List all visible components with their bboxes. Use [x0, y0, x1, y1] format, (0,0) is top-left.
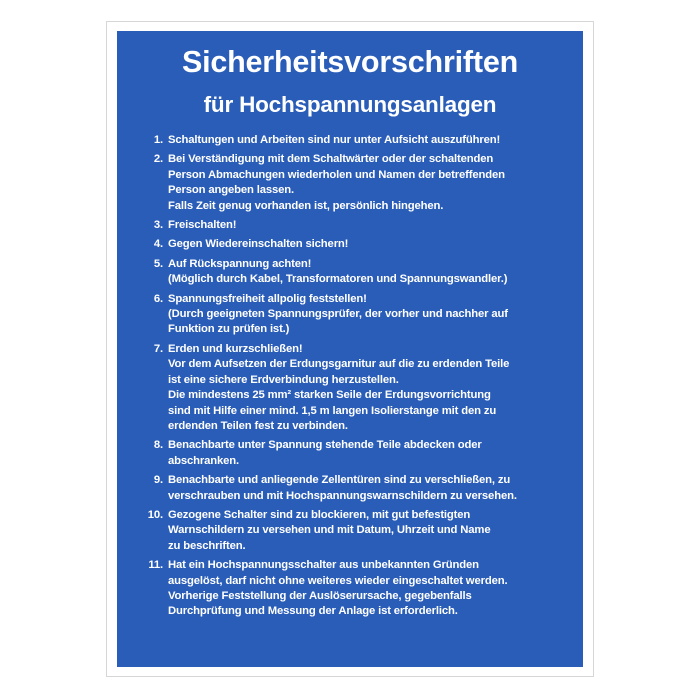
rule-line: sind mit Hilfe einer mind. 1,5 m langen Isolierstange mit den zu [168, 404, 497, 417]
rule-line: (Möglich durch Kabel, Transformatoren und Spannungswandler.) [168, 273, 508, 286]
rule-line: Freischalten! [168, 219, 237, 232]
rule-text [168, 508, 563, 554]
rule-item [137, 438, 563, 469]
rule-number: 6. [153, 292, 163, 305]
rule-item [137, 292, 563, 338]
rule-item [137, 152, 563, 214]
rule-line: Benachbarte unter Spannung stehende Teile abdecken oder [168, 439, 482, 452]
rule-number: 5. [153, 257, 163, 270]
rule-line: Bei Verständigung mit dem Schaltwärter oder der schaltenden [168, 153, 494, 166]
rule-text [168, 133, 563, 148]
rule-item [137, 342, 563, 434]
rule-text [168, 218, 563, 233]
rule-line: Vor dem Aufsetzen der Erdungsgarnitur auf die zu erdenden Teile [168, 358, 510, 371]
rule-text [168, 558, 563, 620]
rule-line: Vorherige Feststellung der Auslöserursache, gegebenfalls [168, 589, 472, 602]
rule-line: erdenden Teilen fest zu verbinden. [168, 419, 348, 432]
rule-line: Gezogene Schalter sind zu blockieren, mit gut befestigten [168, 508, 471, 521]
rule-number: 7. [153, 342, 163, 355]
rule-item [137, 508, 563, 554]
rule-text [168, 152, 563, 214]
rule-line: verschrauben und mit Hochspannungswarnschildern zu versehen. [168, 489, 517, 502]
rule-item [137, 133, 563, 148]
rule-line: Funktion zu prüfen ist.) [168, 323, 290, 336]
rule-line: Spannungsfreiheit allpolig feststellen! [168, 292, 367, 305]
rule-number: 3. [153, 219, 163, 232]
rule-text [168, 237, 563, 252]
rule-text [168, 292, 563, 338]
rule-line: Auf Rückspannung achten! [168, 257, 312, 270]
rule-number: 1. [153, 134, 163, 146]
rule-item [137, 237, 563, 252]
rule-line: zu beschriften. [168, 539, 246, 552]
rule-line: abschranken. [168, 454, 240, 467]
safety-sign [117, 31, 583, 667]
rule-item [137, 218, 563, 233]
rule-item [137, 257, 563, 288]
rule-number: 2. [153, 153, 163, 166]
rule-line: Benachbarte und anliegende Zellentüren sind zu verschließen, zu [168, 474, 511, 487]
rule-number: 10. [147, 508, 163, 521]
rule-number: 8. [153, 439, 163, 452]
rule-number: 9. [153, 474, 163, 487]
rule-line: Warnschildern zu versehen und mit Datum, Uhrzeit und Name [168, 524, 491, 537]
rule-text [168, 342, 563, 434]
rule-text [168, 438, 563, 469]
rule-item [137, 558, 563, 620]
sign-subtitle: für Hochspannungsanlagen [203, 92, 497, 117]
rule-number: 11. [148, 559, 163, 572]
rule-line: ist eine sichere Erdverbindung herzustellen. [168, 373, 399, 386]
rule-line: Falls Zeit genug vorhanden ist, persönlich hingehen. [168, 199, 444, 212]
rule-line: Schaltungen und Arbeiten sind nur unter Aufsicht auszuführen! [168, 134, 501, 146]
rules-list [137, 133, 563, 620]
rule-line: Gegen Wiedereinschalten sichern! [168, 238, 349, 251]
rule-line: Person angeben lassen. [168, 184, 295, 197]
rule-line: ausgelöst, darf nicht ohne weiteres wieder eingeschaltet werden. [168, 574, 508, 587]
rule-text [168, 257, 563, 288]
rule-number: 4. [153, 238, 163, 251]
rule-line: Erden und kurzschließen! [168, 342, 303, 355]
rule-line: (Durch geeigneten Spannungsprüfer, der vorher und nachher auf [168, 308, 508, 321]
sign-title: Sicherheitsvorschriften [181, 45, 519, 79]
rule-line: Person Abmachungen wiederholen und Namen der betreffenden [168, 168, 505, 181]
rule-line: Durchprüfung und Messung der Anlage ist erforderlich. [168, 605, 458, 618]
rule-item [137, 473, 563, 504]
rule-text [168, 473, 563, 504]
rule-line: Die mindestens 25 mm² starken Seile der Erdungsvorrichtung [168, 389, 491, 402]
rule-line: Hat ein Hochspannungsschalter aus unbekannten Gründen [168, 559, 479, 572]
